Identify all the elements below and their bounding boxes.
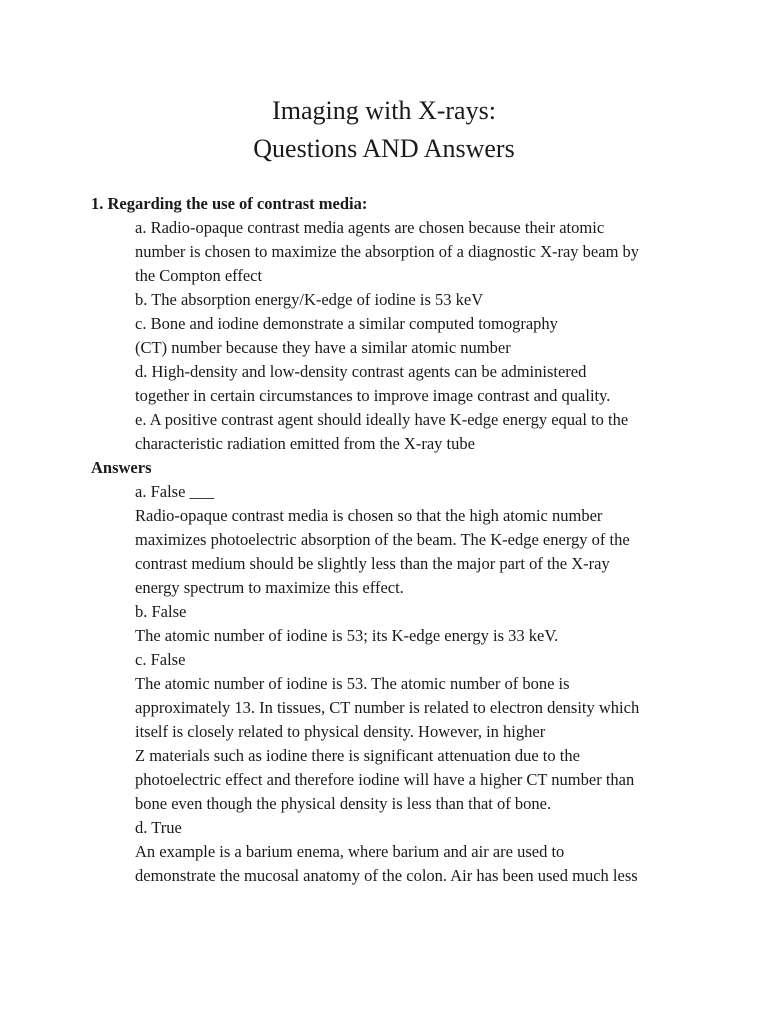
answer-line: contrast medium should be slightly less than the major part of the X-ray: [135, 554, 610, 573]
question-line: d. High-density and low-density contrast agents can be administered: [135, 362, 587, 381]
question-line: number is chosen to maximize the absorption of a diagnostic X-ray beam by: [135, 242, 640, 261]
answer-line: maximizes photoelectric absorption of the beam. The K-edge energy of the: [135, 530, 630, 549]
answer-line: Radio-opaque contrast media is chosen so that the high atomic number: [135, 506, 603, 525]
question-line: c. Bone and iodine demonstrate a similar computed tomography: [135, 314, 558, 333]
answers-body: [91, 480, 691, 888]
answer-line: The atomic number of iodine is 53; its K-edge energy is 33 keV.: [135, 626, 559, 645]
question-line: characteristic radiation emitted from the X-ray tube: [135, 434, 475, 453]
page-title: [0, 92, 768, 168]
answer-line: demonstrate the mucosal anatomy of the colon. Air has been used much less: [135, 866, 638, 885]
answer-line: energy spectrum to maximize this effect.: [135, 578, 404, 597]
answer-line: c. False: [135, 650, 186, 669]
answer-line: Z materials such as iodine there is significant attenuation due to the: [135, 746, 580, 765]
answer-line: a. False ___: [135, 482, 215, 501]
answer-line: itself is closely related to physical density. However, in higher: [135, 722, 546, 741]
question-heading: 1. Regarding the use of contrast media:: [91, 194, 368, 213]
question-line: together in certain circumstances to improve image contrast and quality.: [135, 386, 611, 405]
question-line: e. A positive contrast agent should ideally have K-edge energy equal to the: [135, 410, 629, 429]
answer-line: b. False: [135, 602, 187, 621]
question-line: the Compton effect: [135, 266, 263, 285]
question-options: [91, 216, 691, 456]
answer-line: The atomic number of iodine is 53. The atomic number of bone is: [135, 674, 570, 693]
title-line-1: Imaging with X-rays:: [272, 96, 496, 125]
question-line: a. Radio-opaque contrast media agents are chosen because their atomic: [135, 218, 605, 237]
title-line-2: Questions AND Answers: [253, 134, 515, 163]
answer-line: photoelectric effect and therefore iodine will have a higher CT number than: [135, 770, 635, 789]
question-line: b. The absorption energy/K-edge of iodine is 53 keV: [135, 290, 484, 309]
answers-heading: Answers: [91, 458, 152, 477]
answer-line: An example is a barium enema, where barium and air are used to: [135, 842, 565, 861]
question-line: (CT) number because they have a similar atomic number: [135, 338, 511, 357]
document-body: [91, 192, 691, 888]
answer-line: approximately 13. In tissues, CT number is related to electron density which: [135, 698, 640, 717]
answer-line: d. True: [135, 818, 182, 837]
answer-line: bone even though the physical density is less than that of bone.: [135, 794, 552, 813]
